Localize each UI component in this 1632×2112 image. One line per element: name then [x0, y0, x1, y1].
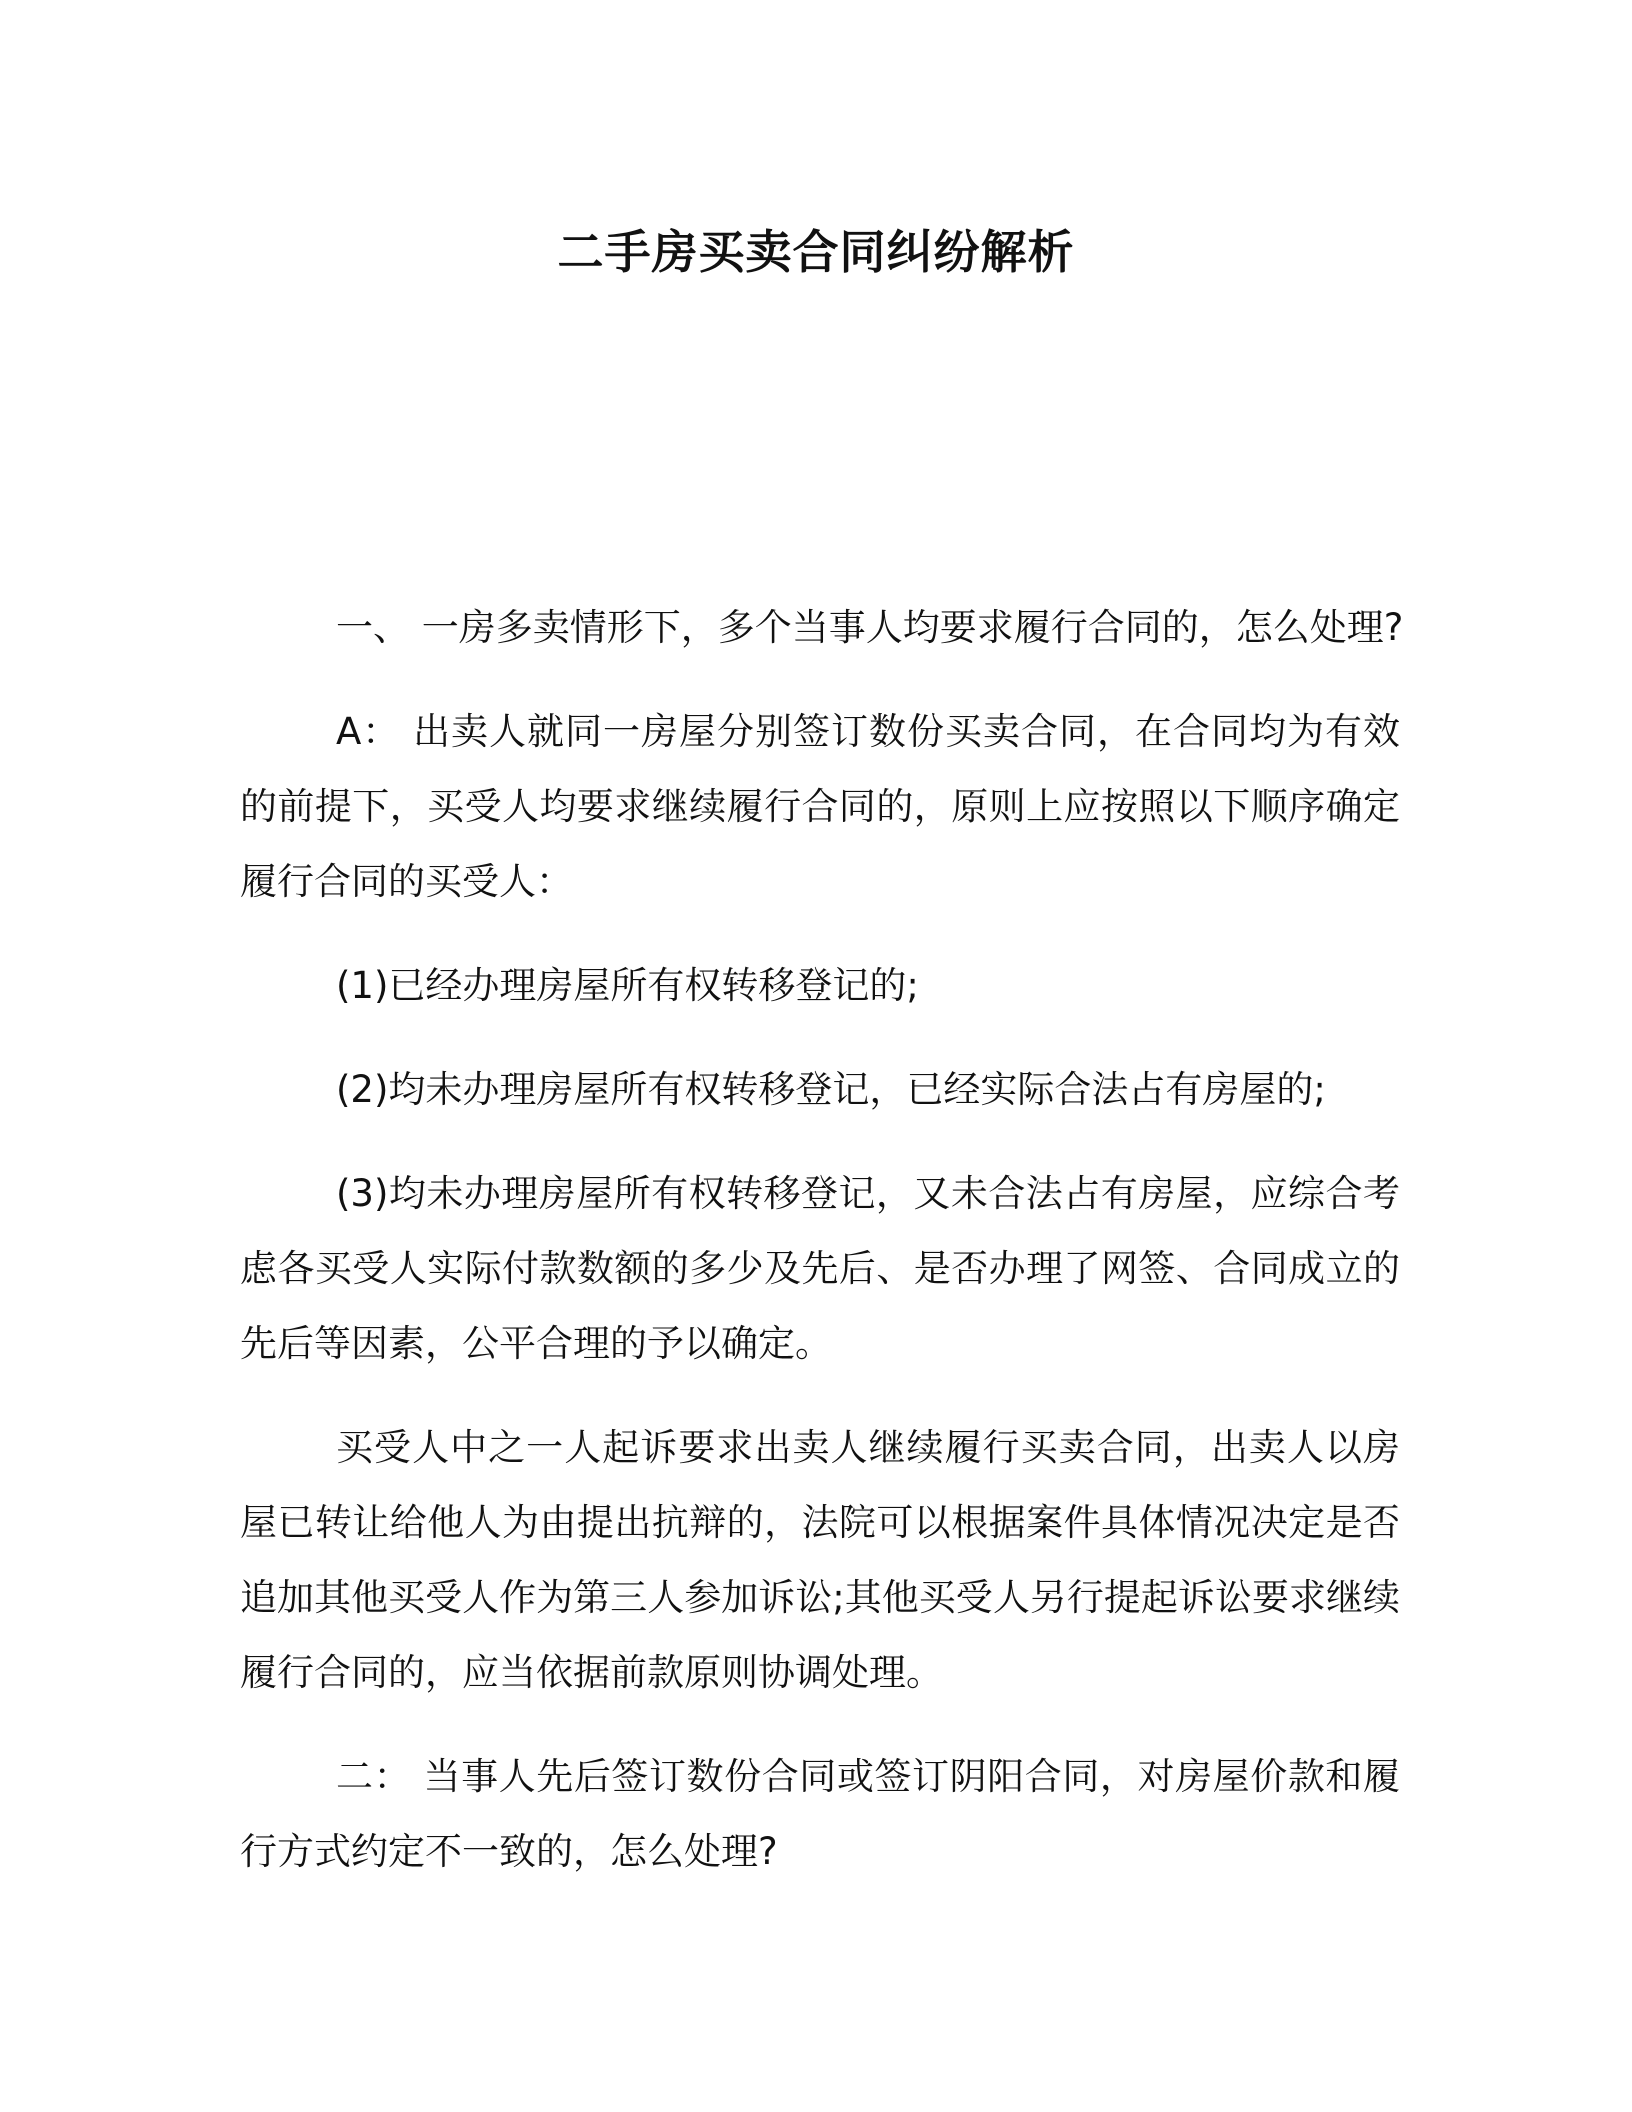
question-1-heading: 一、 一房多卖情形下，多个当事人均要求履行合同的，怎么处理? — [336, 606, 1404, 649]
answer-a-paragraph: A： 出卖人就同一房屋分别签订数份买卖合同，在合同均为有效的前提下，买受人均要求继续履行合同的，原则上应按照以下顺序确定履行合同的买受人： — [240, 710, 1400, 903]
litigation-paragraph: 买受人中之一人起诉要求出卖人继续履行买卖合同，出卖人以房屋已转让给他人为由提出抗辩的，法院可以根据案件具体情况决定是否追加其他买受人作为第三人参加诉讼;其他买受人另行提起诉讼要求继续履行合同的，应当依据前款原则协调处理。 — [240, 1426, 1400, 1694]
order-item-1: (1)已经办理房屋所有权转移登记的; — [336, 964, 919, 1007]
question-2-heading: 二： 当事人先后签订数份合同或签订阴阳合同，对房屋价款和履行方式约定不一致的，怎么处理? — [240, 1755, 1400, 1873]
order-item-3: (3)均未办理房屋所有权转移登记，又未合法占有房屋，应综合考虑各买受人实际付款数额的多少及先后、是否办理了网签、合同成立的先后等因素，公平合理的予以确定。 — [240, 1172, 1400, 1365]
document-title: 二手房买卖合同纠纷解析 — [557, 225, 1075, 279]
order-item-2: (2)均未办理房屋所有权转移登记，已经实际合法占有房屋的; — [336, 1068, 1326, 1111]
document-body — [240, 590, 1404, 1918]
